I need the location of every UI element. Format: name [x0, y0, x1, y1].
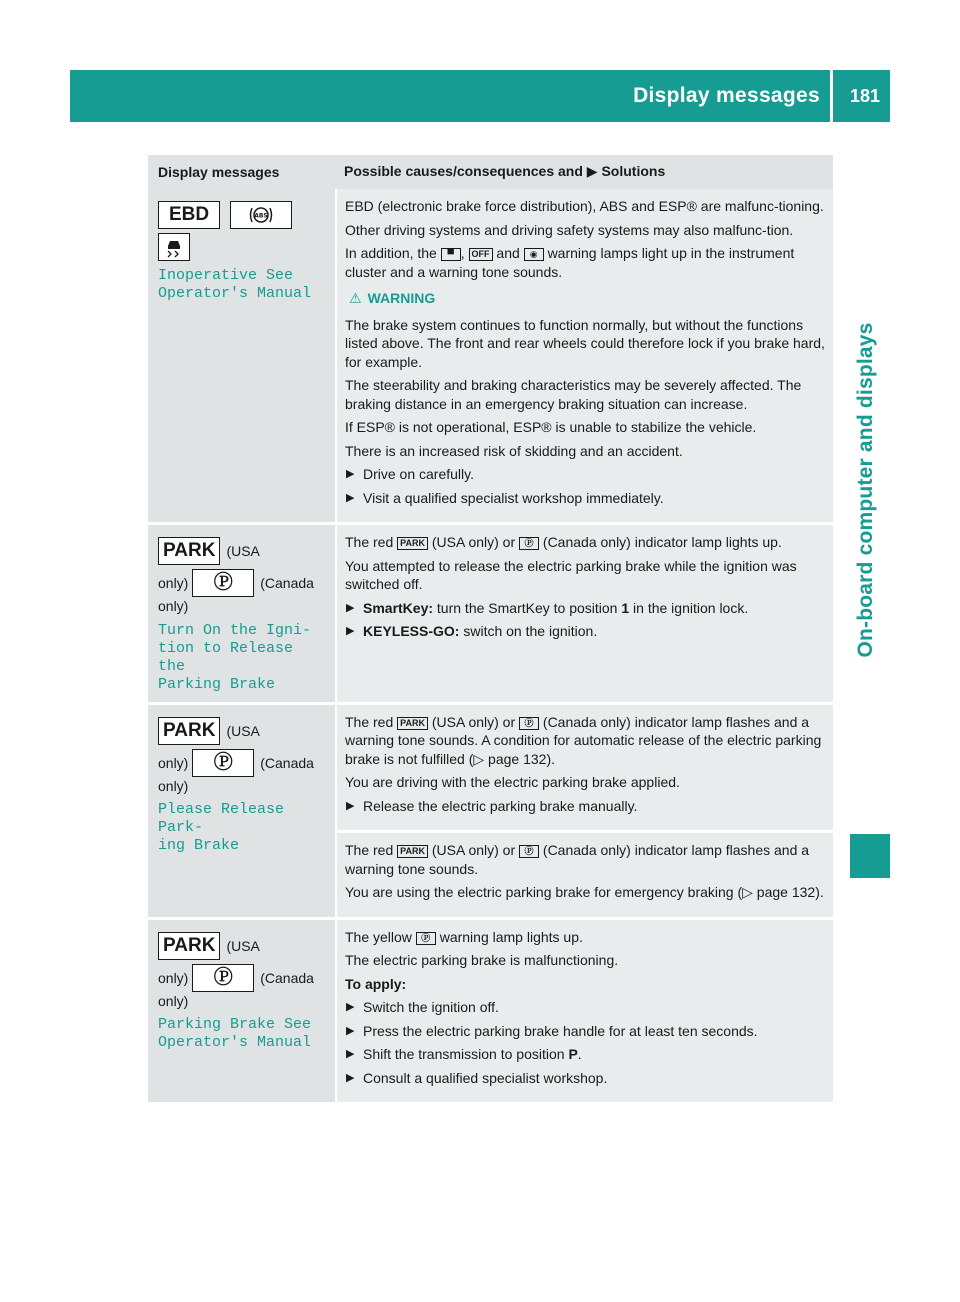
page-number: 181 — [849, 86, 880, 106]
parking-brake-lamp-icon: Ⓟ — [192, 749, 254, 777]
display-cell: PARK (USA only) Ⓟ (Canada only) Parking Brake See Operator's Manual — [148, 918, 336, 1104]
parking-brake-icon: Ⓟ — [519, 845, 539, 858]
column-header-display-messages: Display messages — [148, 155, 336, 189]
park-lamp-icon: PARK — [158, 717, 220, 745]
esp-skid-lamp-icon — [158, 233, 190, 261]
instruction-step: ▶ Drive on carefully. — [345, 465, 825, 484]
display-messages-table — [148, 155, 833, 1105]
park-icon: PARK — [397, 845, 428, 858]
instruction-step: ▶ Consult a qualified specialist workshop. — [345, 1069, 825, 1088]
lamp-icons — [158, 201, 327, 229]
parking-brake-icon: Ⓟ — [519, 537, 539, 550]
chapter-tab-marker — [850, 834, 890, 878]
causes-cell: The yellow Ⓟ warning lamp lights up. The electric parking brake is malfunctioning. To apply: ▶ Switch the ignition off. ▶ Press the electric parking brake handle for at least ten seconds. ▶ Shift the transmission to position P. ▶ Consult a qualified specialist workshop. — [336, 918, 833, 1104]
display-cell: PARK (USA only) Ⓟ (Canada only) Turn On the Igni‐ tion to Release the Parking Brake — [148, 524, 336, 704]
abs-lamp-icon — [230, 201, 292, 229]
causes-cell: The red PARK (USA only) or Ⓟ (Canada only) indicator lamp flashes and a warning tone sounds. You are using the electric parking brake for emergency braking (▷ page 132). — [336, 832, 833, 919]
abs-icon: ◉ — [524, 248, 544, 261]
instruction-step: ▶ Shift the transmission to position P. — [345, 1045, 825, 1064]
park-lamp-icon: PARK — [158, 932, 220, 960]
header-divider — [830, 70, 833, 122]
page-header — [70, 70, 890, 122]
table-row — [148, 703, 833, 832]
table-row — [148, 918, 833, 1104]
display-message-text: Please Release Park‐ ing Brake — [158, 801, 285, 854]
esp-off-icon: OFF — [469, 248, 493, 261]
chapter-side-label — [842, 160, 890, 820]
display-cell — [148, 189, 336, 524]
instruction-step: ▶ Release the electric parking brake manually. — [345, 797, 825, 816]
display-cell: PARK (USA only) Ⓟ (Canada only) Please Release Park‐ ing Brake — [148, 703, 336, 918]
causes-cell: The red PARK (USA only) or Ⓟ (Canada only) indicator lamp lights up. You attempted to release the electric parking brake while the ignition was switched off. ▶ SmartKey: turn the SmartKey to position 1 in the ignition lock. ▶ KEYLESS-GO: switch on the ignition. — [336, 524, 833, 704]
instruction-step: ▶ KEYLESS-GO: switch on the ignition. — [345, 622, 825, 641]
display-message-text: Turn On the Igni‐ tion to Release the Parking Brake — [158, 621, 312, 693]
instruction-step: ▶ SmartKey: turn the SmartKey to position 1 in the ignition lock. — [345, 599, 825, 618]
warning-heading: ⚠ WARNING — [349, 290, 436, 306]
warning-triangle-icon: ⚠ — [349, 290, 362, 306]
parking-brake-icon: Ⓟ — [416, 932, 436, 945]
park-icon: PARK — [397, 717, 428, 730]
causes-cell: The red PARK (USA only) or Ⓟ (Canada only) indicator lamp flashes and a warning tone sounds. A condition for automatic release of the electric parking brake is not fulfilled (▷ page 132). You are driving with the electric parking brake applied. ▶ Release the electric parking brake manually. — [336, 703, 833, 832]
causes-cell: EBD (electronic brake force distribution), ABS and ESP® are malfunc-tioning. Other driving systems and driving safety systems may also malfunc-tion. In addition, the ▀ , OFF and ◉ warning lamps light up in the instrument cluster and a warning tone sounds. ⚠ WARNING The brake system continues to function normally, but without the functions listed above. The front and rear wheels could therefore lock if you brake hard, for example. The steerability and braking characteristics may be severely affected. The braking distance in an emergency braking situation can increase. If ESP® is not operational, ESP® is unable to stabilize the vehicle. There is an increased risk of skidding and an accident. ▶ Drive on carefully. ▶ Visit a qualified specialist workshop immediately. — [336, 189, 833, 524]
esp-skid-icon: ▀ — [441, 248, 461, 261]
table-row — [148, 524, 833, 704]
table-header-row — [148, 155, 833, 189]
chapter-title: On-board computer and displays — [854, 322, 877, 658]
parking-brake-lamp-icon: Ⓟ — [192, 964, 254, 992]
parking-brake-lamp-icon: Ⓟ — [192, 569, 254, 597]
svg-text:ABS: ABS — [254, 212, 268, 220]
park-icon: PARK — [397, 537, 428, 550]
parking-brake-icon: Ⓟ — [519, 717, 539, 730]
ebd-lamp-icon: EBD — [158, 201, 220, 229]
instruction-step: ▶ Press the electric parking brake handle for at least ten seconds. — [345, 1022, 825, 1041]
section-title: Display messages — [633, 84, 820, 107]
arrow-icon: ▶ — [586, 163, 598, 179]
instruction-step: ▶ Switch the ignition off. — [345, 998, 825, 1017]
column-header-causes: Possible causes/consequences and ▶ Solutions — [336, 155, 833, 189]
instruction-step: ▶ Visit a qualified specialist workshop immediately. — [345, 489, 825, 508]
display-message-text: Parking Brake See Operator's Manual — [158, 1016, 312, 1051]
display-message-text: Inoperative See Operator's Manual — [158, 267, 312, 302]
table-row — [148, 189, 833, 524]
park-lamp-icon: PARK — [158, 537, 220, 565]
